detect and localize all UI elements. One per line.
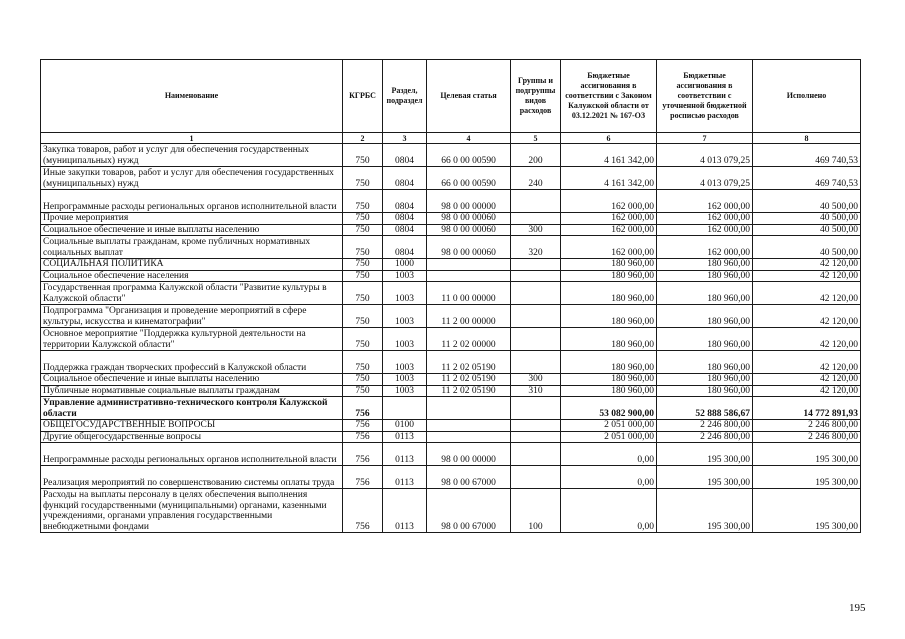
row-section-cell: 0804 [383, 167, 427, 190]
row-expense-type-cell: 310 [511, 385, 561, 397]
row-executed-amount-cell: 42 120,00 [753, 270, 861, 282]
row-schedule-amount-cell: 195 300,00 [657, 489, 753, 533]
row-section-cell: 1000 [383, 259, 427, 271]
row-schedule-amount-cell: 195 300,00 [657, 443, 753, 466]
row-kgrbs-cell: 750 [343, 282, 383, 305]
row-expense-type-cell [511, 420, 561, 432]
row-section-cell: 1003 [383, 328, 427, 351]
table-row [41, 282, 861, 305]
col-executed-header: Исполнено [753, 60, 861, 133]
table-row [41, 431, 861, 443]
col-schedule-header: Бюджетные ассигнования в соответствии с уточненной бюджетной росписью расходов [657, 60, 753, 133]
col-number: 2 [343, 133, 383, 144]
row-law-amount-cell: 162 000,00 [561, 213, 657, 225]
row-kgrbs-cell: 756 [343, 489, 383, 533]
row-name-cell: Непрограммные расходы региональных органов исполнительной власти [41, 190, 343, 213]
row-article-cell [427, 397, 511, 420]
row-law-amount-cell: 2 051 000,00 [561, 420, 657, 432]
col-number: 3 [383, 133, 427, 144]
column-number-row [41, 133, 861, 144]
row-name-cell: Социальное обеспечение и иные выплаты населению [41, 224, 343, 236]
row-law-amount-cell: 162 000,00 [561, 236, 657, 259]
row-expense-type-cell [511, 270, 561, 282]
row-executed-amount-cell: 40 500,00 [753, 224, 861, 236]
row-expense-type-cell [511, 466, 561, 489]
row-law-amount-cell: 180 960,00 [561, 282, 657, 305]
row-expense-type-cell [511, 213, 561, 225]
row-kgrbs-cell: 750 [343, 190, 383, 213]
row-executed-amount-cell: 2 246 800,00 [753, 431, 861, 443]
row-name-cell: Поддержка граждан творческих профессий в Калужской области [41, 351, 343, 374]
row-law-amount-cell: 53 082 900,00 [561, 397, 657, 420]
row-executed-amount-cell: 195 300,00 [753, 489, 861, 533]
row-article-cell: 11 2 02 05190 [427, 374, 511, 386]
row-schedule-amount-cell: 180 960,00 [657, 374, 753, 386]
row-expense-type-cell [511, 190, 561, 213]
col-number: 1 [41, 133, 343, 144]
row-law-amount-cell: 4 161 342,00 [561, 144, 657, 167]
row-executed-amount-cell: 40 500,00 [753, 213, 861, 225]
table-row [41, 443, 861, 466]
row-article-cell: 98 0 00 00060 [427, 236, 511, 259]
row-law-amount-cell: 180 960,00 [561, 305, 657, 328]
row-name-cell: Закупка товаров, работ и услуг для обеспечения государственных (муниципальных) нужд [41, 144, 343, 167]
row-article-cell: 11 2 00 00000 [427, 305, 511, 328]
row-schedule-amount-cell: 180 960,00 [657, 282, 753, 305]
row-name-cell: Социальное обеспечение населения [41, 270, 343, 282]
col-kgrbs-header: КГРБС [343, 60, 383, 133]
row-schedule-amount-cell: 2 246 800,00 [657, 420, 753, 432]
row-executed-amount-cell: 42 120,00 [753, 282, 861, 305]
table-row [41, 397, 861, 420]
row-law-amount-cell: 0,00 [561, 443, 657, 466]
row-kgrbs-cell: 756 [343, 466, 383, 489]
table-row [41, 213, 861, 225]
row-section-cell: 0113 [383, 431, 427, 443]
row-executed-amount-cell: 469 740,53 [753, 167, 861, 190]
row-article-cell: 98 0 00 67000 [427, 489, 511, 533]
row-section-cell: 1003 [383, 385, 427, 397]
row-article-cell [427, 420, 511, 432]
table-row [41, 259, 861, 271]
col-number: 5 [511, 133, 561, 144]
row-kgrbs-cell: 750 [343, 351, 383, 374]
header-row [41, 60, 861, 133]
col-number: 7 [657, 133, 753, 144]
row-law-amount-cell: 162 000,00 [561, 190, 657, 213]
row-kgrbs-cell: 750 [343, 236, 383, 259]
table-row [41, 328, 861, 351]
row-section-cell [383, 397, 427, 420]
col-number: 4 [427, 133, 511, 144]
row-section-cell: 0100 [383, 420, 427, 432]
row-executed-amount-cell: 42 120,00 [753, 374, 861, 386]
row-article-cell: 11 2 02 05190 [427, 351, 511, 374]
row-section-cell: 1003 [383, 270, 427, 282]
row-kgrbs-cell: 750 [343, 167, 383, 190]
col-number: 6 [561, 133, 657, 144]
row-schedule-amount-cell: 4 013 079,25 [657, 144, 753, 167]
row-law-amount-cell: 180 960,00 [561, 374, 657, 386]
row-schedule-amount-cell: 52 888 586,67 [657, 397, 753, 420]
row-kgrbs-cell: 756 [343, 397, 383, 420]
row-schedule-amount-cell: 180 960,00 [657, 305, 753, 328]
row-executed-amount-cell: 195 300,00 [753, 443, 861, 466]
row-section-cell: 1003 [383, 351, 427, 374]
col-law-header: Бюджетные ассигнования в соответствии с Законом Калужской области от 03.12.2021 № 167-ОЗ [561, 60, 657, 133]
row-article-cell: 98 0 00 67000 [427, 466, 511, 489]
row-name-cell: Иные закупки товаров, работ и услуг для обеспечения государственных (муниципальных) нужд [41, 167, 343, 190]
row-section-cell: 0113 [383, 466, 427, 489]
row-name-cell: Непрограммные расходы региональных органов исполнительной власти [41, 443, 343, 466]
row-law-amount-cell: 180 960,00 [561, 385, 657, 397]
row-section-cell: 1003 [383, 305, 427, 328]
row-schedule-amount-cell: 162 000,00 [657, 236, 753, 259]
table-row [41, 374, 861, 386]
row-law-amount-cell: 0,00 [561, 466, 657, 489]
row-section-cell: 0113 [383, 443, 427, 466]
row-section-cell: 1003 [383, 374, 427, 386]
page-number: 195 [849, 602, 866, 614]
row-article-cell: 66 0 00 00590 [427, 167, 511, 190]
row-section-cell: 1003 [383, 282, 427, 305]
row-expense-type-cell: 100 [511, 489, 561, 533]
row-article-cell: 98 0 00 00060 [427, 213, 511, 225]
table-row [41, 144, 861, 167]
row-kgrbs-cell: 750 [343, 374, 383, 386]
row-law-amount-cell: 162 000,00 [561, 224, 657, 236]
row-law-amount-cell: 180 960,00 [561, 328, 657, 351]
table-row [41, 270, 861, 282]
row-article-cell [427, 431, 511, 443]
row-expense-type-cell: 240 [511, 167, 561, 190]
col-article-header: Целевая статья [427, 60, 511, 133]
row-expense-type-cell: 300 [511, 374, 561, 386]
col-name-header: Наименование [41, 60, 343, 133]
row-law-amount-cell: 180 960,00 [561, 351, 657, 374]
col-section-header: Раздел, подраздел [383, 60, 427, 133]
table-row [41, 305, 861, 328]
row-schedule-amount-cell: 180 960,00 [657, 328, 753, 351]
row-name-cell: ОБЩЕГОСУДАРСТВЕННЫЕ ВОПРОСЫ [41, 420, 343, 432]
row-name-cell: Социальное обеспечение и иные выплаты населению [41, 374, 343, 386]
row-section-cell: 0804 [383, 190, 427, 213]
row-article-cell [427, 270, 511, 282]
row-name-cell: Управление административно-технического контроля Калужской области [41, 397, 343, 420]
row-expense-type-cell [511, 431, 561, 443]
row-law-amount-cell: 0,00 [561, 489, 657, 533]
row-schedule-amount-cell: 162 000,00 [657, 224, 753, 236]
row-article-cell: 98 0 00 00000 [427, 443, 511, 466]
row-schedule-amount-cell: 180 960,00 [657, 259, 753, 271]
row-law-amount-cell: 180 960,00 [561, 259, 657, 271]
row-article-cell: 98 0 00 00000 [427, 190, 511, 213]
row-name-cell: Подпрограмма "Организация и проведение мероприятий в сфере культуры, искусства и кинематографии" [41, 305, 343, 328]
col-number: 8 [753, 133, 861, 144]
row-schedule-amount-cell: 195 300,00 [657, 466, 753, 489]
row-kgrbs-cell: 750 [343, 224, 383, 236]
row-expense-type-cell: 200 [511, 144, 561, 167]
row-expense-type-cell: 320 [511, 236, 561, 259]
row-name-cell: Реализация мероприятий по совершенствованию системы оплаты труда [41, 466, 343, 489]
table-row [41, 190, 861, 213]
row-expense-type-cell [511, 282, 561, 305]
row-kgrbs-cell: 750 [343, 213, 383, 225]
row-kgrbs-cell: 750 [343, 305, 383, 328]
row-name-cell: Государственная программа Калужской области "Развитие культуры в Калужской области" [41, 282, 343, 305]
table-row [41, 351, 861, 374]
row-article-cell: 11 2 02 05190 [427, 385, 511, 397]
row-expense-type-cell [511, 443, 561, 466]
row-article-cell: 66 0 00 00590 [427, 144, 511, 167]
table-row [41, 236, 861, 259]
col-expense-type-header: Группы и подгруппы видов расходов [511, 60, 561, 133]
row-executed-amount-cell: 40 500,00 [753, 190, 861, 213]
row-schedule-amount-cell: 180 960,00 [657, 351, 753, 374]
row-schedule-amount-cell: 162 000,00 [657, 213, 753, 225]
row-executed-amount-cell: 42 120,00 [753, 259, 861, 271]
row-schedule-amount-cell: 2 246 800,00 [657, 431, 753, 443]
row-expense-type-cell [511, 328, 561, 351]
row-kgrbs-cell: 756 [343, 420, 383, 432]
row-section-cell: 0113 [383, 489, 427, 533]
row-executed-amount-cell: 195 300,00 [753, 466, 861, 489]
row-expense-type-cell [511, 351, 561, 374]
table-row [41, 466, 861, 489]
row-name-cell: СОЦИАЛЬНАЯ ПОЛИТИКА [41, 259, 343, 271]
budget-table [40, 59, 861, 533]
row-executed-amount-cell: 40 500,00 [753, 236, 861, 259]
row-schedule-amount-cell: 4 013 079,25 [657, 167, 753, 190]
table-row [41, 167, 861, 190]
table-row [41, 420, 861, 432]
row-section-cell: 0804 [383, 144, 427, 167]
row-name-cell: Прочие мероприятия [41, 213, 343, 225]
table-row [41, 385, 861, 397]
row-expense-type-cell [511, 259, 561, 271]
row-article-cell: 11 2 02 00000 [427, 328, 511, 351]
row-expense-type-cell [511, 397, 561, 420]
row-name-cell: Основное мероприятие "Поддержка культурной деятельности на территории Калужской области" [41, 328, 343, 351]
row-section-cell: 0804 [383, 213, 427, 225]
row-executed-amount-cell: 2 246 800,00 [753, 420, 861, 432]
row-article-cell [427, 259, 511, 271]
row-executed-amount-cell: 42 120,00 [753, 328, 861, 351]
row-kgrbs-cell: 750 [343, 328, 383, 351]
row-article-cell: 98 0 00 00060 [427, 224, 511, 236]
row-executed-amount-cell: 42 120,00 [753, 351, 861, 374]
row-name-cell: Публичные нормативные социальные выплаты гражданам [41, 385, 343, 397]
row-law-amount-cell: 180 960,00 [561, 270, 657, 282]
row-law-amount-cell: 4 161 342,00 [561, 167, 657, 190]
table-row [41, 489, 861, 533]
table-row [41, 224, 861, 236]
row-executed-amount-cell: 42 120,00 [753, 305, 861, 328]
row-name-cell: Другие общегосударственные вопросы [41, 431, 343, 443]
row-kgrbs-cell: 750 [343, 144, 383, 167]
row-schedule-amount-cell: 162 000,00 [657, 190, 753, 213]
row-kgrbs-cell: 756 [343, 431, 383, 443]
row-article-cell: 11 0 00 00000 [427, 282, 511, 305]
row-kgrbs-cell: 750 [343, 270, 383, 282]
row-schedule-amount-cell: 180 960,00 [657, 270, 753, 282]
row-kgrbs-cell: 756 [343, 443, 383, 466]
row-kgrbs-cell: 750 [343, 385, 383, 397]
row-law-amount-cell: 2 051 000,00 [561, 431, 657, 443]
table-body [41, 144, 861, 533]
row-section-cell: 0804 [383, 224, 427, 236]
row-executed-amount-cell: 42 120,00 [753, 385, 861, 397]
row-kgrbs-cell: 750 [343, 259, 383, 271]
row-executed-amount-cell: 469 740,53 [753, 144, 861, 167]
row-executed-amount-cell: 14 772 891,93 [753, 397, 861, 420]
row-name-cell: Социальные выплаты гражданам, кроме публичных нормативных социальных выплат [41, 236, 343, 259]
row-schedule-amount-cell: 180 960,00 [657, 385, 753, 397]
row-name-cell: Расходы на выплаты персоналу в целях обеспечения выполнения функций государственными (муниципальными) органами, казенными учреждениями, органами управления государственными внебюджетными фондами [41, 489, 343, 533]
row-section-cell: 0804 [383, 236, 427, 259]
row-expense-type-cell [511, 305, 561, 328]
row-expense-type-cell: 300 [511, 224, 561, 236]
